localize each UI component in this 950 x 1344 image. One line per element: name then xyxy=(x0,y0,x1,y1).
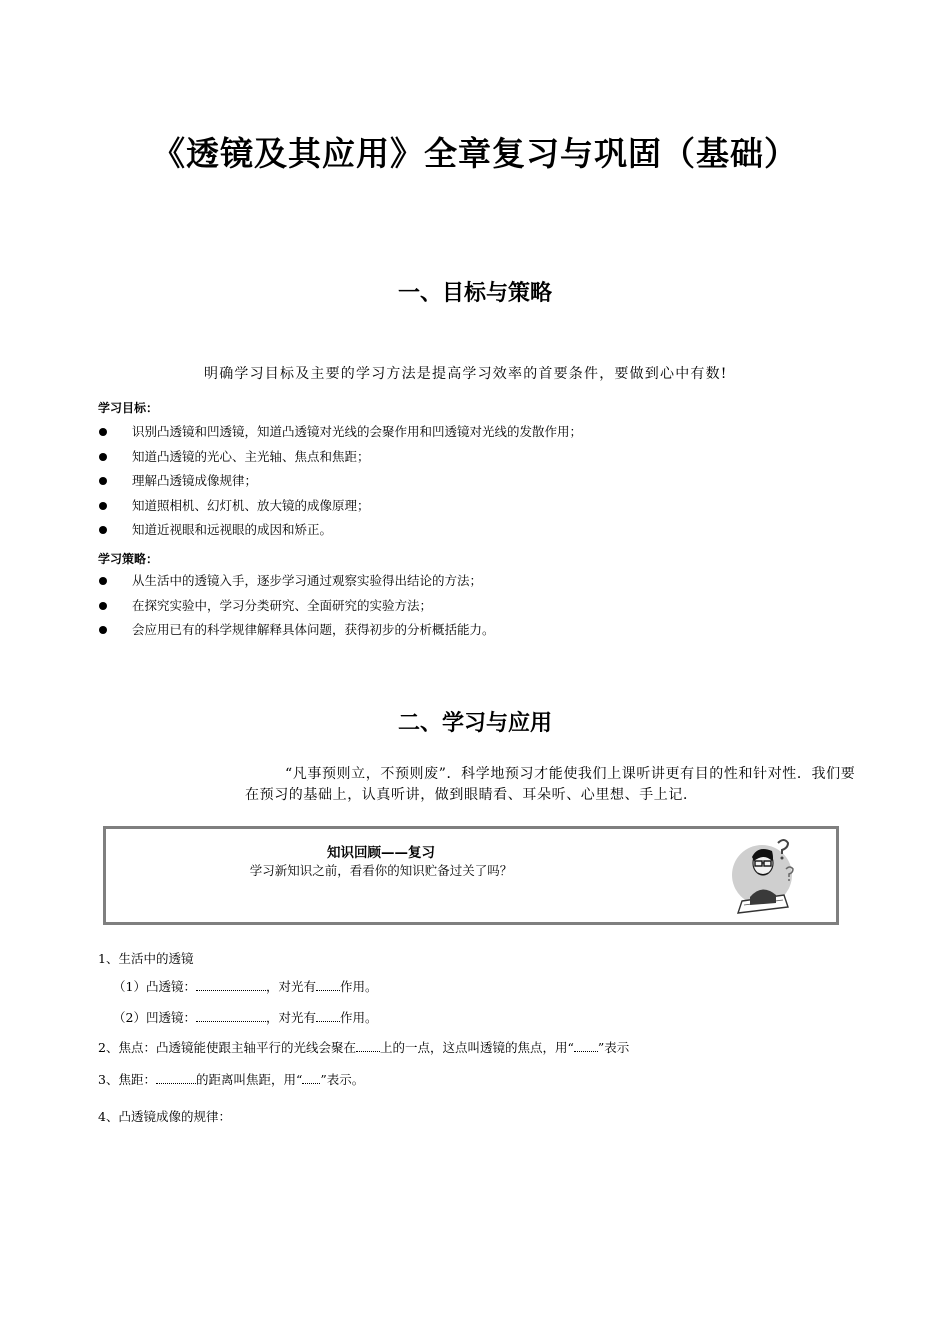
bullet-icon xyxy=(99,626,107,634)
answer-blank[interactable] xyxy=(316,978,340,991)
answer-blank[interactable] xyxy=(196,978,266,991)
section-heading-learning: 二、学习与应用 xyxy=(397,711,552,736)
answer-blank[interactable] xyxy=(156,1071,196,1084)
bullet-icon xyxy=(99,453,107,461)
answer-blank[interactable] xyxy=(316,1009,340,1022)
section-heading-goals: 一、目标与策略 xyxy=(397,281,552,306)
reading-student-icon xyxy=(728,835,800,917)
question-1b: （2）凹透镜： ，对光有 作用。 xyxy=(113,1010,378,1025)
bullet-icon xyxy=(99,502,107,510)
question-1: 1、生活中的透镜 xyxy=(98,951,194,966)
bullet-icon xyxy=(99,526,107,534)
answer-blank[interactable] xyxy=(356,1039,380,1052)
question-4: 4、凸透镜成像的规律： xyxy=(98,1109,231,1124)
strategy-label: 学习策略： xyxy=(98,552,159,566)
answer-blank[interactable] xyxy=(196,1009,266,1022)
bullet-icon xyxy=(99,477,107,485)
question-3: 3、焦距： 的距离叫焦距，用“ ”表示。 xyxy=(98,1072,365,1087)
page-title: 《透镜及其应用》全章复习与巩固（基础） xyxy=(152,134,798,173)
answer-blank[interactable] xyxy=(302,1071,320,1084)
bullet-icon xyxy=(99,602,107,610)
review-box-title: 知识回顾——复习 xyxy=(327,845,435,861)
goals-intro: 明确学习目标及主要的学习方法是提高学习效率的首要条件，要做到心中有数! xyxy=(204,366,728,382)
bullet-icon xyxy=(99,577,107,585)
question-2: 2、焦点：凸透镜能使跟主轴平行的光线会聚在 上的一点，这点叫透镜的焦点，用“ ”表示 xyxy=(98,1040,630,1055)
answer-blank[interactable] xyxy=(574,1039,598,1052)
bullet-icon xyxy=(99,428,107,436)
review-box-subtitle: 学习新知识之前，看看你的知识贮备过关了吗？ xyxy=(249,863,513,878)
review-box xyxy=(103,826,839,925)
goals-label: 学习目标： xyxy=(98,401,159,415)
preview-quote: “凡事预则立，不预则废”．科学地预习才能使我们上课听讲更有目的性和针对性．我们要在预习的基础上，认真听讲，做到眼睛看、耳朵听、心里想、手上记． xyxy=(245,766,856,803)
question-1a: （1）凸透镜： ，对光有 作用。 xyxy=(113,979,378,994)
